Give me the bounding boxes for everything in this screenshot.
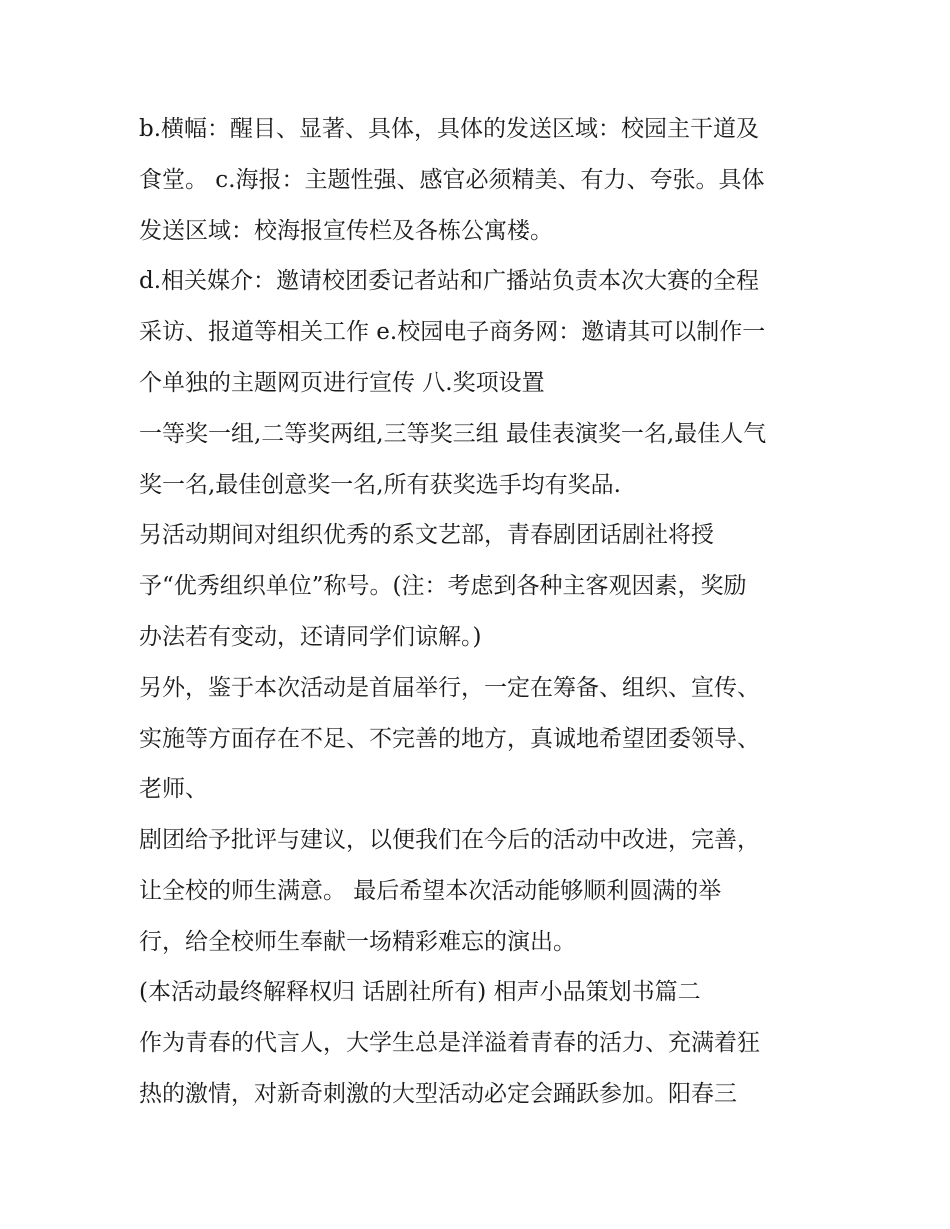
text-line: 食堂。 c.海报：主题性强、感官必须精美、有力、夸张。具体 bbox=[139, 167, 765, 193]
text-line: 奖一名,最佳创意奖一名,所有获奖选手均有奖品. bbox=[139, 472, 621, 498]
text-line: 采访、报道等相关工作 e.校园电子商务网：邀请其可以制作一 bbox=[139, 319, 766, 345]
text-line: 让全校的师生满意。 最后希望本次活动能够顺利圆满的举 bbox=[139, 878, 722, 904]
text-line: 热的激情，对新奇刺激的大型活动必定会踊跃参加。阳春三 bbox=[139, 1081, 737, 1107]
text-line: 作为青春的代言人，大学生总是洋溢着青春的活力、充满着狂 bbox=[139, 1030, 760, 1056]
text-line: 办法若有变动，还请同学们谅解。) bbox=[139, 624, 482, 650]
text-line: 另活动期间对组织优秀的系文艺部，青春剧团话剧社将授 bbox=[139, 522, 714, 548]
text-line: 一等奖一组,二等奖两组,三等奖三组 最佳表演奖一名,最佳人气 bbox=[139, 421, 767, 447]
text-line: 老师、 bbox=[139, 776, 208, 802]
text-line: (本活动最终解释权归 话剧社所有) 相声小品策划书篇二 bbox=[139, 979, 701, 1005]
text-line: 实施等方面存在不足、不完善的地方，真诚地希望团委领导、 bbox=[139, 726, 760, 752]
text-line: b.横幅：醒目、显著、具体，具体的发送区域：校园主干道及 bbox=[139, 116, 760, 142]
text-line: d.相关媒介：邀请校团委记者站和广播站负责本次大赛的全程 bbox=[139, 268, 760, 294]
text-line: 另外，鉴于本次活动是首届举行，一定在筹备、组织、宣传、 bbox=[139, 675, 760, 701]
text-line: 剧团给予批评与建议，以便我们在今后的活动中改进，完善， bbox=[139, 827, 760, 853]
text-line: 发送区域：校海报宣传栏及各栋公寓楼。 bbox=[139, 218, 553, 244]
text-line: 个单独的主题网页进行宣传 八.奖项设置 bbox=[139, 370, 545, 396]
text-line: 予“优秀组织单位”称号。(注：考虑到各种主客观因素，奖励 bbox=[139, 573, 747, 599]
text-line: 行，给全校师生奉献一场精彩难忘的演出。 bbox=[139, 929, 576, 955]
